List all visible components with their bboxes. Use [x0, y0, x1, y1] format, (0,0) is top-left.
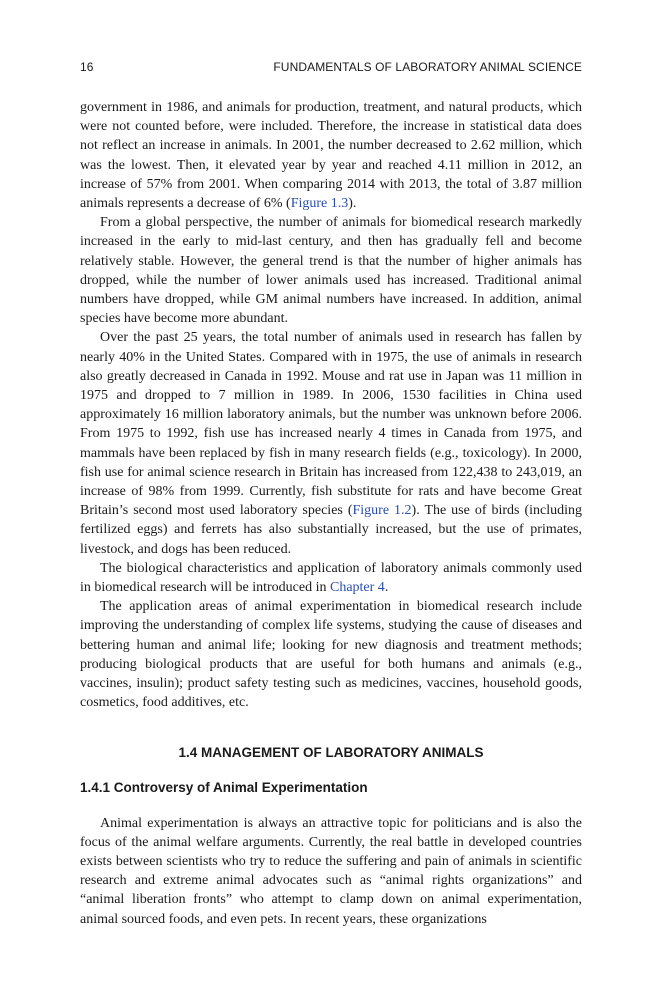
paragraph-text: The biological characteristics and application of laboratory animals commonly used in biomedical research will be introduced in [80, 560, 582, 596]
paragraph: The application areas of animal experimentation in biomedical research include improving the understanding of complex life systems, studying the cause of diseases and bettering human and animal life; looking for new diagnosis and treatment methods; producing biological products that are useful for both humans and animals (e.g., vaccines, insulin); product safety testing such as medicines, vaccines, household goods, cosmetics, food additives, etc. [80, 599, 582, 711]
paragraph: From a global perspective, the number of animals for biomedical research markedly increased in the early to mid-last century, and then has gradually fell and become relatively stable. However, the general trend is that the number of higher animals has dropped, while the number of lower animals used has increased. Traditional animal numbers have dropped, while GM animal numbers have increased. In addition, animal species have become more abundant. [80, 215, 582, 327]
paragraph-text: Over the past 25 years, the total number of animals used in research has fallen by nearly 40% in the United States. Compared with in 1975, the use of animals in research also greatly decreased in Canada in 1992. Mouse and rat use in Japan was 11 million in 1975 and dropped to 7 million in 1989. In 2006, 1530 facilities in China used approximately 16 million laboratory animals, but the number was unknown before 2006. From 1975 to 1992, fish use has increased nearly 4 times in Canada from 1975, and mammals have been replaced by fish in many research fields (e.g., toxicology). In 2000, fish use for animal science research in Britain has increased from 122,438 to 243,019, an increase of 98% from 1999. Currently, fish substitute for rats and have become Great Britain’s second most used laboratory species ( [80, 330, 582, 519]
body-text [80, 98, 582, 929]
paragraph [80, 328, 582, 558]
running-header [80, 60, 582, 74]
subsection-heading: 1.4.1 Controversy of Animal Experimentation [80, 779, 368, 795]
paragraph-text: . [384, 580, 389, 596]
paragraph-continued [80, 98, 582, 213]
paragraph-text: ). The use of birds (including fertilized eggs) and ferrets has also substantially increased, but the use of primates, livestock, and dogs has been reduced. [80, 503, 582, 557]
running-title: FUNDAMENTALS OF LABORATORY ANIMAL SCIENCE [273, 60, 582, 74]
figure-link[interactable]: Figure 1.3 [290, 196, 349, 212]
paragraph [80, 559, 582, 597]
page-number: 16 [80, 60, 94, 74]
figure-link[interactable]: Figure 1.2 [352, 503, 412, 519]
paragraph-text: government in 1986, and animals for production, treatment, and natural products, which were not counted before, were included. Therefore, the increase in statistical data does not reflect an increase in animals. In 2001, the number decreased to 2.62 million, which was the lowest. Then, it elevated year by year and reached 4.11 million in 2012, an increase of 57% from 2001. When comparing 2014 with 2013, the total of 3.87 million animals represents a decrease of 6% ( [80, 100, 582, 212]
paragraph: Animal experimentation is always an attractive topic for politicians and is also the focus of the animal welfare arguments. Currently, the real battle in developed countries exists between scientists who try to reduce the suffering and pain of animals in scientific research and extreme animal advocates such as “animal rights organizations” and “animal liberation fronts” who attempt to clamp down on animal experimentation, animal sourced foods, and even pets. In recent years, these organizations [80, 815, 582, 927]
paragraph-text: ). [348, 196, 357, 212]
chapter-link[interactable]: Chapter 4 [329, 580, 385, 596]
section-heading: 1.4 MANAGEMENT OF LABORATORY ANIMALS [178, 744, 484, 760]
